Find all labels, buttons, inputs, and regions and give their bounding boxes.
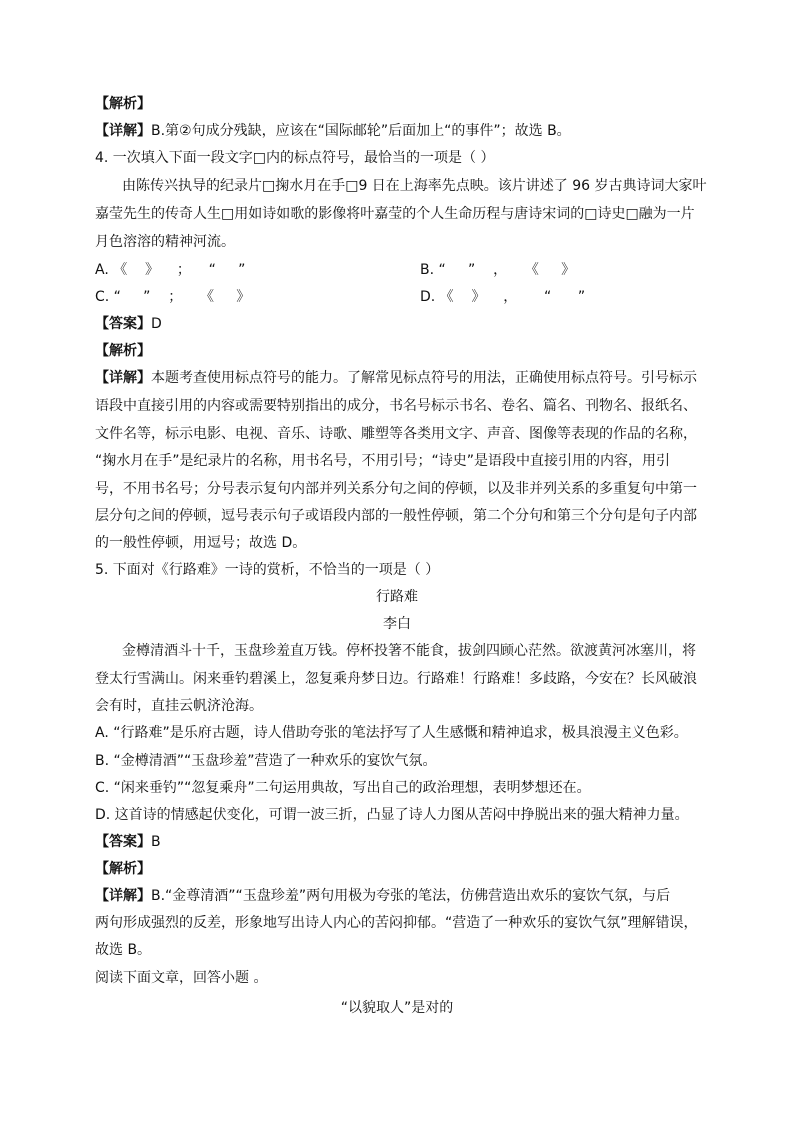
- detail-line-q3: 【详解】B.第②句成分残缺，应该在“国际邮轮”后面加上“的事件”；故选 B。: [95, 123, 571, 139]
- q5-explanation-line-1: 【详解】B.“金尊清酒”“玉盘珍羞”两句用极为夸张的笔法，仿佛营造出欢乐的宴饮气氛，与后: [95, 888, 671, 904]
- article-title: “以貌取人”是对的: [340, 1000, 454, 1016]
- jiexi-label-1: 【解析】: [95, 96, 151, 112]
- poem-author: 李白: [383, 616, 411, 632]
- q4-answer: 【答案】D: [95, 316, 162, 332]
- q5-explanation-line-2: 两句形成强烈的反差，形象地写出诗人内心的苦闷抑郁。“营造了一种欢乐的宴饮气氛”理解错误，: [95, 915, 698, 931]
- q4-passage-line-1: 由陈传兴执导的纪录片□掬水月在手□9 日在上海率先点映。该片讲述了 96 岁古典诗词大家叶: [122, 178, 707, 194]
- q4-passage-line-2: 嘉莹先生的传奇人生□用如诗如歌的影像将叶嘉莹的个人生命历程与唐诗宋词的□诗史□融为一片: [95, 206, 695, 222]
- q4-explanation-line-3: 文件名等，标示电影、电视、音乐、诗歌、雕塑等各类用文字、声音、图像等表现的作品的名称，: [95, 426, 697, 442]
- question-4-stem: 4. 一次填入下面一段文字□内的标点符号，最恰当的一项是（ ）: [95, 150, 495, 166]
- q5-answer: 【答案】B: [95, 834, 161, 850]
- q5-explanation-line-3: 故选 B。: [95, 942, 152, 958]
- q4-jiexi-label: 【解析】: [95, 343, 151, 359]
- q5-option-d: D. 这首诗的情感起伏变化，可谓一波三折，凸显了诗人力图从苦闷中挣脱出来的强大精神力量。: [95, 807, 689, 823]
- q4-explanation-line-5: 号，不用书名号；分号表示复句内部并列关系分句之间的停顿，以及非并列关系的多重复句中第一: [95, 481, 697, 497]
- q5-option-a: A. “行路难”是乐府古题，诗人借助夸张的笔法抒写了人生感慨和精神追求，极具浪漫主义色彩。: [95, 725, 688, 741]
- q4-explanation-line-1: 【详解】本题考查使用标点符号的能力。了解常见标点符号的用法，正确使用标点符号。引号标示: [95, 370, 697, 386]
- poem-line-3: 会有时，直挂云帆济沧海。: [95, 698, 263, 714]
- q4-passage-line-3: 月色溶溶的精神河流。: [95, 234, 235, 250]
- poem-title: 行路难: [376, 589, 418, 605]
- poem-line-2: 登太行雪满山。闲来垂钓碧溪上，忽复乘舟梦日边。行路难！行路难！多歧路，今安在？长风破浪: [95, 671, 697, 687]
- q4-explanation-line-2: 语段中直接引用的内容或需要特别指出的成分，书名号标示书名、卷名、篇名、刊物名、报纸名、: [95, 398, 697, 414]
- q5-option-b: B. “金樽清酒”“玉盘珍羞”营造了一种欢乐的宴饮气氛。: [95, 753, 437, 769]
- q4-explanation-line-6: 层分句之间的停顿，逗号表示句子或语段内部的一般性停顿，第二个分句和第三个分句是句子内部: [95, 508, 697, 524]
- q4-option-d: D. 《 》 ， “ ”: [420, 289, 586, 305]
- q5-option-c: C. “闲来垂钓”“忽复乘舟”二句运用典故，写出自己的政治理想，表明梦想还在。: [95, 780, 591, 796]
- question-5-stem: 5. 下面对《行路难》一诗的赏析，不恰当的一项是（ ）: [95, 562, 440, 578]
- poem-line-1: 金樽清酒斗十千，玉盘珍羞直万钱。停杯投箸不能食，拔剑四顾心茫然。欲渡黄河冰塞川，将: [122, 643, 696, 659]
- reading-intro: 阅读下面文章，回答小题 。: [95, 970, 268, 986]
- q4-option-c: C. “ ” ； 《 》: [95, 289, 251, 305]
- q4-option-a: A. 《 》 ； “ ”: [95, 262, 246, 278]
- q4-explanation-line-4: “掬水月在手”是纪录片的名称，用书名号，不用引号；“诗史”是语段中直接引用的内容，用引: [95, 453, 671, 469]
- q4-explanation-line-7: 的一般性停顿，用逗号；故选 D。: [95, 535, 307, 551]
- q5-jiexi-label: 【解析】: [95, 861, 151, 877]
- q4-option-b: B. “ ” ， 《 》: [420, 262, 576, 278]
